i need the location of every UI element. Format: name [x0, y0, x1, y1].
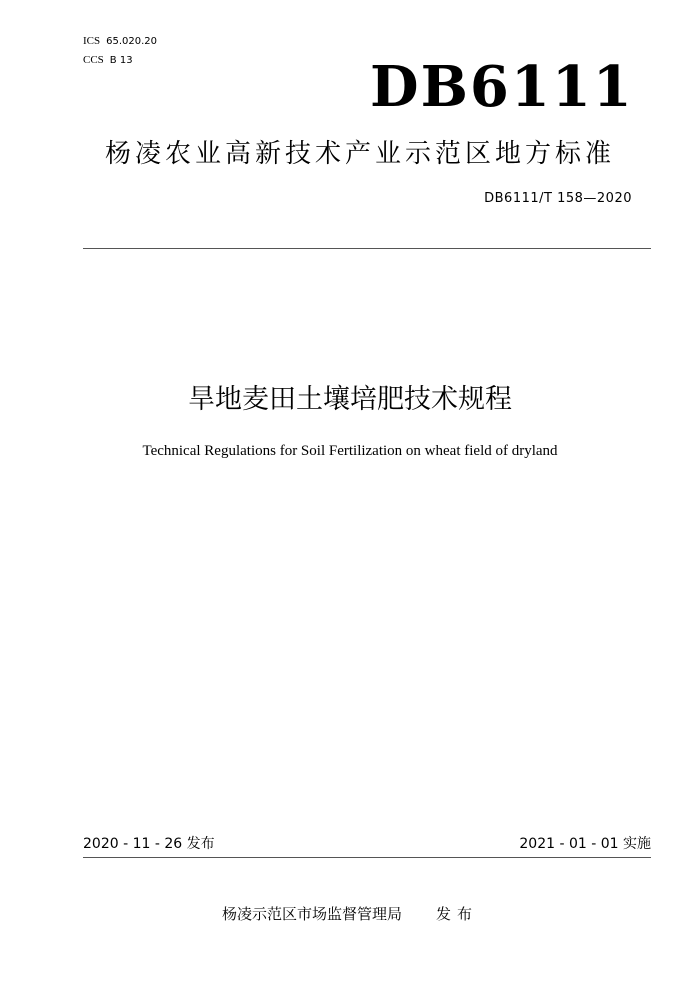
document-title-chinese: 旱地麦田土壤培肥技术规程: [188, 384, 512, 415]
issuer-action: 发布: [436, 905, 479, 923]
issuer-line: [0, 903, 700, 925]
ics-classification: [83, 34, 157, 49]
ics-label: ICS: [83, 35, 101, 47]
date-row: [83, 834, 651, 854]
issuer-name: 杨凌示范区市场监督管理局: [221, 905, 402, 923]
ccs-code: B 13: [109, 55, 133, 66]
bottom-divider: [83, 857, 651, 858]
standard-code-heading: DB6111: [370, 54, 634, 120]
implement-date: 2021 - 01 - 01 实施: [519, 836, 651, 852]
standard-number: DB6111/T 158—2020: [484, 191, 632, 206]
top-divider: [83, 248, 651, 249]
ccs-classification: [83, 53, 133, 68]
standard-category: 杨凌农业高新技术产业示范区地方标准: [104, 139, 615, 169]
publish-date: 2020 - 11 - 26 发布: [83, 836, 215, 852]
document-title-english: Technical Regulations for Soil Fertilization on wheat field of dryland: [142, 443, 558, 459]
ccs-label: CCS: [83, 54, 104, 66]
ics-code: 65.020.20: [106, 36, 158, 47]
